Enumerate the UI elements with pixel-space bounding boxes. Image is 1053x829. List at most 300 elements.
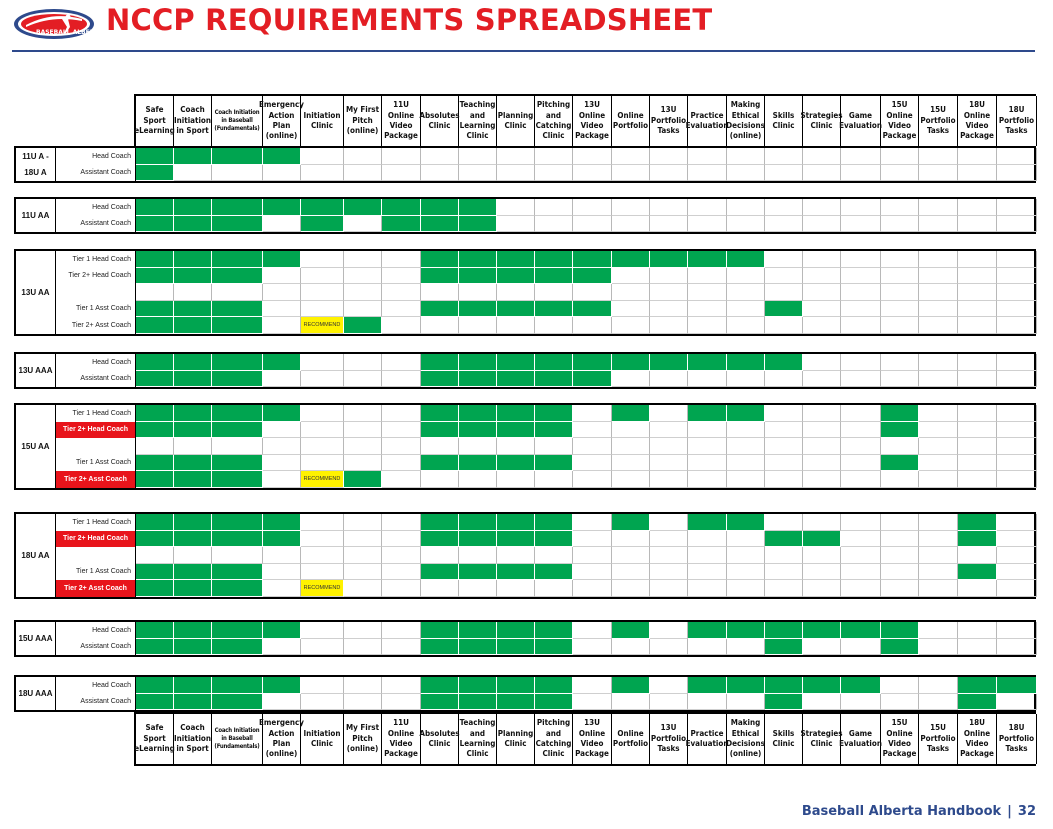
empty-cell [803,284,841,301]
required-cell [382,216,421,233]
coach-role-label [56,284,136,301]
empty-cell [263,580,301,597]
empty-cell [263,639,301,656]
empty-cell [803,165,841,182]
coach-role-label: Assistant Coach [56,165,136,182]
coach-role-label: Head Coach [56,199,136,216]
empty-cell [382,580,421,597]
empty-cell [421,284,459,301]
required-cell [263,251,301,268]
empty-cell [881,438,919,455]
required-cell [212,471,263,488]
empty-cell [727,580,765,597]
coach-role-label: Assistant Coach [56,371,136,388]
table-row [56,455,1037,472]
required-cell [997,677,1037,694]
required-cell [263,514,301,531]
column-header: 13U Portfolio Tasks [650,714,688,764]
logo-text: BASEBALL ALBERTA [36,29,103,36]
empty-cell [765,284,803,301]
empty-cell [765,165,803,182]
empty-cell [841,405,881,422]
empty-cell [958,251,997,268]
empty-cell [727,694,765,711]
empty-cell [841,547,881,564]
required-cell [459,405,497,422]
empty-cell [881,564,919,581]
empty-cell [765,199,803,216]
empty-cell [997,317,1037,334]
empty-cell [612,422,650,439]
empty-cell [727,422,765,439]
empty-cell [958,422,997,439]
required-cell [263,354,301,371]
empty-cell [997,547,1037,564]
empty-cell [650,301,688,318]
empty-cell [727,455,765,472]
required-cell [688,405,727,422]
empty-cell [841,639,881,656]
level-group [14,403,1036,490]
empty-cell [382,165,421,182]
empty-cell [344,622,382,639]
required-cell [174,694,212,711]
required-cell [174,268,212,285]
column-header: Initiation Clinic [301,96,344,146]
empty-cell [919,422,958,439]
required-cell [688,514,727,531]
empty-cell [650,694,688,711]
required-cell [421,694,459,711]
required-cell [688,354,727,371]
table-row [56,354,1037,371]
empty-cell [919,216,958,233]
empty-cell [958,471,997,488]
empty-cell [958,371,997,388]
empty-cell [382,251,421,268]
title-rule [12,50,1035,52]
empty-cell [765,317,803,334]
required-cell [958,514,997,531]
required-cell [421,622,459,639]
empty-cell [688,199,727,216]
required-cell [612,677,650,694]
required-cell [535,268,573,285]
required-cell [535,354,573,371]
empty-cell [881,284,919,301]
required-cell [136,354,174,371]
required-cell [174,471,212,488]
required-cell [174,405,212,422]
required-cell [535,622,573,639]
level-label: 18U AAA [16,677,56,710]
required-cell [421,301,459,318]
required-cell [421,639,459,656]
empty-cell [765,547,803,564]
required-cell [765,622,803,639]
level-label: 11U A - 18U A [16,148,56,181]
empty-cell [612,455,650,472]
table-row [56,317,1037,334]
required-cell [174,422,212,439]
required-cell [136,455,174,472]
empty-cell [344,580,382,597]
empty-cell [382,471,421,488]
column-header: Making Ethical Decisions (online) [727,96,765,146]
empty-cell [344,405,382,422]
empty-cell [841,284,881,301]
empty-cell [344,564,382,581]
required-cell [174,677,212,694]
required-cell [212,354,263,371]
required-cell [803,531,841,548]
column-header: 13U Online Video Package [573,96,612,146]
required-cell [212,531,263,548]
required-cell [174,148,212,165]
empty-cell [382,301,421,318]
table-row [56,639,1037,656]
empty-cell [612,639,650,656]
empty-cell [841,438,881,455]
baseball-alberta-logo [12,7,103,41]
empty-cell [301,301,344,318]
empty-cell [573,580,612,597]
column-header: 15U Portfolio Tasks [919,96,958,146]
required-cell [459,564,497,581]
empty-cell [382,148,421,165]
required-cell [344,199,382,216]
empty-cell [841,165,881,182]
required-cell [421,422,459,439]
empty-cell [650,284,688,301]
empty-cell [573,531,612,548]
empty-cell [881,354,919,371]
empty-cell [688,438,727,455]
empty-cell [573,547,612,564]
empty-cell [727,165,765,182]
empty-cell [803,580,841,597]
empty-cell [841,514,881,531]
empty-cell [881,531,919,548]
required-cell [958,677,997,694]
empty-cell [841,422,881,439]
empty-cell [803,455,841,472]
required-cell [535,301,573,318]
empty-cell [997,531,1037,548]
table-row [56,547,1037,564]
page-number: 32 [1017,804,1036,819]
empty-cell [997,199,1037,216]
empty-cell [727,531,765,548]
empty-cell [803,251,841,268]
empty-cell [881,371,919,388]
empty-cell [263,422,301,439]
empty-cell [382,564,421,581]
empty-cell [803,471,841,488]
required-cell [136,422,174,439]
required-cell [212,148,263,165]
empty-cell [459,165,497,182]
empty-cell [301,371,344,388]
empty-cell [688,694,727,711]
recommend-cell: RECOMMEND [301,471,344,488]
level-label: 18U AA [16,514,56,597]
empty-cell [650,216,688,233]
empty-cell [263,371,301,388]
level-label: 11U AA [16,199,56,232]
empty-cell [263,438,301,455]
empty-cell [919,268,958,285]
required-cell [421,405,459,422]
empty-cell [573,422,612,439]
empty-cell [612,284,650,301]
table-row [56,422,1037,439]
empty-cell [919,564,958,581]
empty-cell [382,405,421,422]
empty-cell [765,268,803,285]
required-cell [727,622,765,639]
required-cell [212,580,263,597]
empty-cell [765,251,803,268]
empty-cell [841,199,881,216]
empty-cell [997,622,1037,639]
column-header: Planning Clinic [497,714,535,764]
required-cell [497,677,535,694]
level-group [14,512,1036,599]
empty-cell [765,371,803,388]
empty-cell [958,354,997,371]
required-cell [136,514,174,531]
empty-cell [344,268,382,285]
required-cell [212,199,263,216]
column-header: Game Evaluation [841,714,881,764]
empty-cell [573,405,612,422]
column-header: Emergency Action Plan (online) [263,96,301,146]
empty-cell [919,639,958,656]
empty-cell [919,455,958,472]
empty-cell [263,694,301,711]
required-cell [765,354,803,371]
empty-cell [997,514,1037,531]
empty-cell [958,301,997,318]
empty-cell [958,438,997,455]
required-cell [535,371,573,388]
empty-cell [301,148,344,165]
required-cell [212,455,263,472]
empty-cell [803,694,841,711]
empty-cell [727,471,765,488]
empty-cell [301,694,344,711]
required-cell [459,514,497,531]
empty-cell [803,148,841,165]
required-cell [263,148,301,165]
required-cell [459,371,497,388]
column-header: Coach Initiation in Baseball (Fundamentals) [212,714,263,764]
empty-cell [535,165,573,182]
empty-cell [881,268,919,285]
empty-cell [803,438,841,455]
coach-role-label: Tier 2+ Head Coach [56,422,136,439]
coach-role-label: Head Coach [56,148,136,165]
required-cell [421,564,459,581]
level-label: 13U AA [16,251,56,334]
page-title: NCCP REQUIREMENTS SPREADSHEET [106,3,713,37]
required-cell [212,514,263,531]
empty-cell [803,405,841,422]
empty-cell [688,301,727,318]
column-header: Game Evaluation [841,96,881,146]
column-header: Coach Initiation in Sport [174,96,212,146]
empty-cell [344,251,382,268]
required-cell [727,251,765,268]
required-cell [497,564,535,581]
required-cell [497,422,535,439]
required-cell [612,251,650,268]
empty-cell [382,422,421,439]
required-cell [174,216,212,233]
empty-cell [919,148,958,165]
required-cell [497,639,535,656]
empty-cell [841,371,881,388]
empty-cell [803,564,841,581]
empty-cell [421,148,459,165]
empty-cell [535,547,573,564]
required-cell [263,405,301,422]
required-cell [174,354,212,371]
empty-cell [459,471,497,488]
required-cell [497,405,535,422]
required-cell [344,317,382,334]
empty-cell [997,371,1037,388]
required-cell [136,580,174,597]
empty-cell [881,301,919,318]
empty-cell [421,317,459,334]
empty-cell [212,165,263,182]
table-row [56,165,1037,182]
required-cell [136,639,174,656]
empty-cell [688,216,727,233]
table-row [56,216,1037,233]
empty-cell [881,547,919,564]
empty-cell [881,317,919,334]
empty-cell [958,199,997,216]
required-cell [174,251,212,268]
empty-cell [997,301,1037,318]
required-cell [727,354,765,371]
table-row [56,580,1037,597]
empty-cell [421,165,459,182]
empty-cell [344,284,382,301]
empty-cell [301,354,344,371]
empty-cell [919,354,958,371]
required-cell [573,251,612,268]
empty-cell [688,639,727,656]
table-row [56,251,1037,268]
required-cell [421,677,459,694]
empty-cell [727,438,765,455]
coach-role-label: Tier 1 Asst Coach [56,564,136,581]
empty-cell [301,251,344,268]
empty-cell [573,438,612,455]
empty-cell [765,514,803,531]
empty-cell [765,405,803,422]
table-row [56,148,1037,165]
empty-cell [881,199,919,216]
column-header: 18U Portfolio Tasks [997,96,1037,146]
empty-cell [650,547,688,564]
required-cell [212,622,263,639]
empty-cell [765,580,803,597]
required-cell [727,405,765,422]
required-cell [459,531,497,548]
empty-cell [727,301,765,318]
empty-cell [573,564,612,581]
empty-cell [958,148,997,165]
empty-cell [727,148,765,165]
level-label: 15U AAA [16,622,56,655]
required-cell [881,422,919,439]
empty-cell [997,438,1037,455]
column-header: My First Pitch (online) [344,714,382,764]
empty-cell [803,301,841,318]
empty-cell [301,438,344,455]
empty-cell [997,564,1037,581]
empty-cell [841,354,881,371]
empty-cell [841,301,881,318]
required-cell [535,405,573,422]
empty-cell [997,268,1037,285]
column-header: 18U Online Video Package [958,714,997,764]
required-cell [459,251,497,268]
required-cell [212,251,263,268]
empty-cell [803,639,841,656]
empty-cell [382,354,421,371]
table-row [56,371,1037,388]
required-cell [612,622,650,639]
required-cell [459,199,497,216]
empty-cell [803,422,841,439]
empty-cell [958,165,997,182]
empty-cell [497,284,535,301]
empty-cell [535,438,573,455]
empty-cell [650,531,688,548]
level-label: 15U AA [16,405,56,488]
empty-cell [958,284,997,301]
level-group [14,620,1036,657]
empty-cell [650,268,688,285]
empty-cell [997,422,1037,439]
empty-cell [727,284,765,301]
empty-cell [650,422,688,439]
required-cell [803,677,841,694]
empty-cell [535,199,573,216]
empty-cell [727,564,765,581]
required-cell [535,531,573,548]
empty-cell [997,694,1037,711]
empty-cell [344,455,382,472]
column-header: 15U Online Video Package [881,714,919,764]
empty-cell [421,580,459,597]
required-cell [263,531,301,548]
empty-cell [765,438,803,455]
required-cell [958,694,997,711]
empty-cell [650,405,688,422]
required-cell [841,677,881,694]
required-cell [612,514,650,531]
table-row [56,405,1037,422]
required-cell [535,564,573,581]
required-cell [136,251,174,268]
